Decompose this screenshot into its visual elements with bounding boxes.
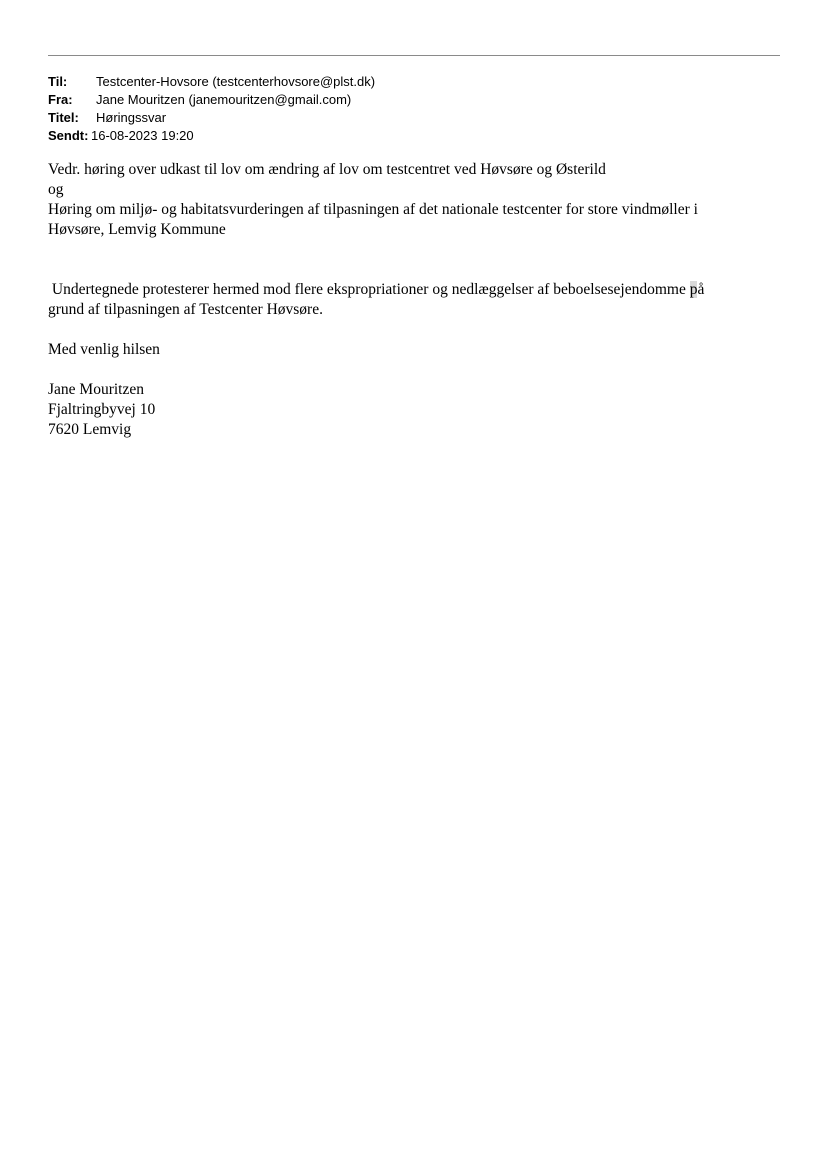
fra-label: Fra: xyxy=(48,92,73,107)
greeting: Med venlig hilsen xyxy=(48,341,160,358)
sender-city: 7620 Lemvig xyxy=(48,421,132,438)
sendt-label: Sendt: xyxy=(48,128,89,143)
email-header xyxy=(48,73,375,145)
highlighted-char: p xyxy=(689,281,698,298)
protest-line-2: grund af tilpasningen af Testcenter Høvsøre. xyxy=(48,301,323,318)
titel-label: Titel: xyxy=(48,110,79,125)
header-row-titel xyxy=(48,109,375,127)
sendt-value: 16-08-2023 19:20 xyxy=(91,128,194,143)
email-body xyxy=(48,160,768,440)
fra-value: Jane Mouritzen (janemouritzen@gmail.com) xyxy=(96,92,352,107)
subject-line-4: Høvsøre, Lemvig Kommune xyxy=(48,221,226,238)
til-label: Til: xyxy=(48,74,68,89)
titel-value: Høringssvar xyxy=(96,110,167,125)
protest-line-1-text: Undertegnede protesterer hermed mod flere ekspropriationer og nedlæggelser af beboelsesejendomme xyxy=(48,281,690,298)
subject-line-3: Høring om miljø- og habitatsvurderingen af tilpasningen af det nationale testcenter for store vindmøller i xyxy=(48,201,698,218)
sender-street: Fjaltringbyvej 10 xyxy=(48,401,156,418)
header-row-til xyxy=(48,73,375,91)
subject-line-2: og xyxy=(48,181,64,198)
header-divider xyxy=(48,55,780,56)
sender-name: Jane Mouritzen xyxy=(48,381,144,398)
subject-line-1: Vedr. høring over udkast til lov om ændring af lov om testcentret ved Høvsøre og Østerild xyxy=(48,161,606,178)
til-value: Testcenter-Hovsore (testcenterhovsore@plst.dk) xyxy=(96,74,376,89)
header-row-sendt xyxy=(48,127,375,145)
protest-line-1 xyxy=(48,280,768,300)
header-row-fra xyxy=(48,91,375,109)
protest-line-1-end: å xyxy=(697,281,705,298)
